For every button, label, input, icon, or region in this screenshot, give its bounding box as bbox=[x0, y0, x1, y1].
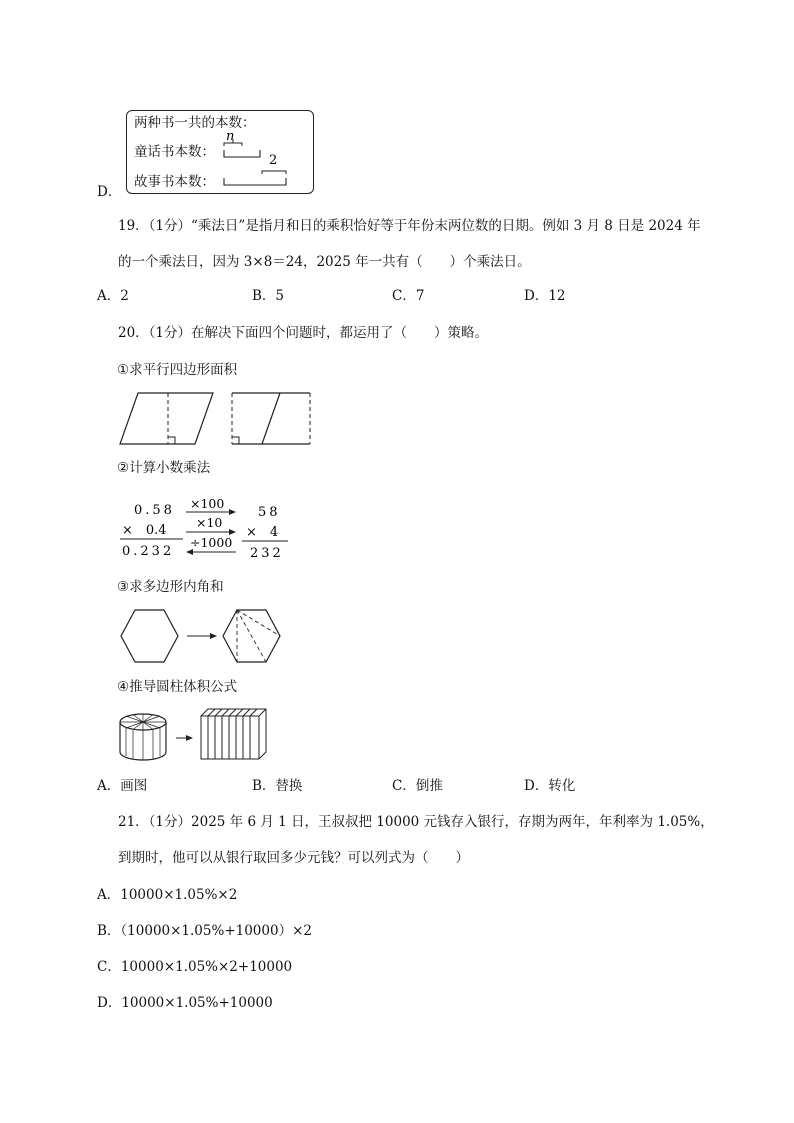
q20-sub2-title: ②计算小数乘法 bbox=[117, 460, 211, 476]
diagram-story-label: 故事书本数： bbox=[134, 174, 215, 190]
q19-option-a[interactable]: A．2 bbox=[97, 288, 129, 304]
mult-right-mid: × 4 bbox=[246, 525, 279, 540]
mult-right-bot: 232 bbox=[250, 546, 284, 561]
arrow-label-100: ×100 bbox=[190, 496, 225, 511]
mult-right-top: 58 bbox=[258, 505, 281, 520]
q19-option-b[interactable]: B．5 bbox=[252, 288, 285, 304]
q20-sub4-title: ④推导圆柱体积公式 bbox=[117, 679, 238, 695]
mult-left-mid: × 0.4 bbox=[122, 523, 167, 538]
q21-option-d[interactable]: D．10000×1.05%+10000 bbox=[97, 995, 273, 1011]
q20-option-d[interactable]: D．转化 bbox=[524, 778, 576, 794]
q21-stem-line2: 到期时，他可以从银行取回多少元钱？可以列式为（ ） bbox=[118, 850, 469, 866]
q20-option-b[interactable]: B．替换 bbox=[252, 778, 303, 794]
arrow-label-10: ×10 bbox=[196, 515, 223, 530]
q18-option-d-letter[interactable]: D． bbox=[97, 184, 122, 200]
q20-sub1-title: ①求平行四边形面积 bbox=[117, 362, 238, 378]
diagram-total-label: 两种书一共的本数： bbox=[134, 115, 256, 131]
q21-option-c[interactable]: C．10000×1.05%×2+10000 bbox=[97, 959, 293, 975]
q21-option-b[interactable]: B．（10000×1.05%+10000）×2 bbox=[97, 923, 312, 939]
q19-stem-line1: 19．（1分）“乘法日”是指月和日的乘积恰好等于年份末两位数的日期。例如 3 月 8 日是 2024 年 bbox=[118, 218, 701, 234]
q19-option-d[interactable]: D．12 bbox=[524, 288, 566, 304]
diagram-two-label: 2 bbox=[269, 153, 278, 168]
q21-stem-line1: 21．（1分）2025 年 6 月 1 日，王叔叔把 10000 元钱存入银行，存期为两年，年利率为 1.05%， bbox=[118, 814, 714, 830]
q20-option-c[interactable]: C．倒推 bbox=[392, 778, 443, 794]
q20-sub3-title: ③求多边形内角和 bbox=[117, 579, 224, 595]
q19-option-c[interactable]: C．7 bbox=[392, 288, 425, 304]
q19-stem-line2: 的一个乘法日，因为 3×8＝24，2025 年一共有（ ）个乘法日。 bbox=[118, 254, 531, 270]
mult-left-bot: 0.232 bbox=[122, 544, 175, 559]
diagram-fairy-label: 童话书本数： bbox=[134, 144, 215, 160]
q20-option-a[interactable]: A．画图 bbox=[97, 778, 148, 794]
mult-left-top: 0.58 bbox=[134, 503, 175, 518]
q20-stem: 20．（1分）在解决下面四个问题时，都运用了（ ）策略。 bbox=[118, 325, 489, 341]
arrow-label-1000: ÷1000 bbox=[190, 535, 233, 550]
q21-option-a[interactable]: A．10000×1.05%×2 bbox=[97, 887, 238, 903]
diagram-n-label: n bbox=[226, 129, 235, 144]
